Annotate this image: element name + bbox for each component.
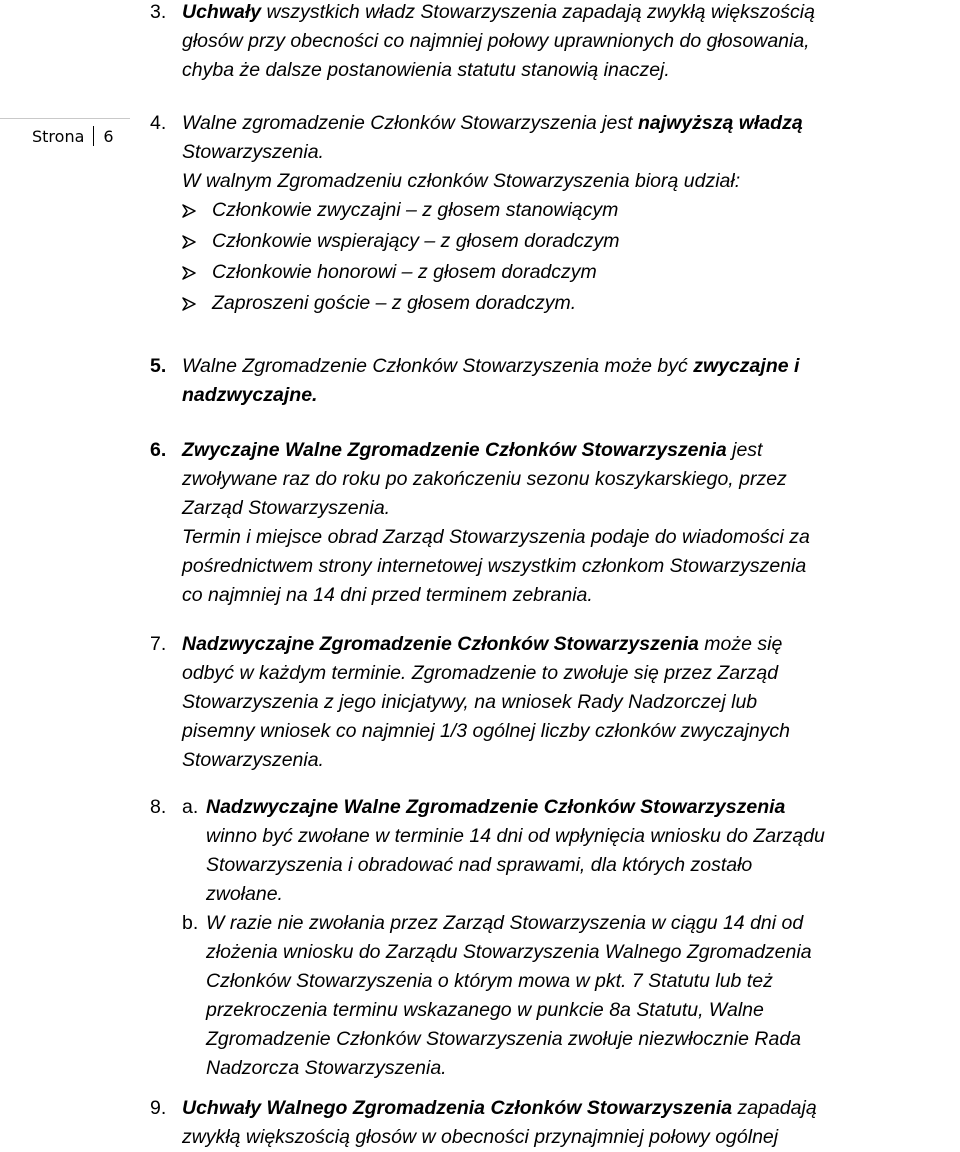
- list-item: Członkowie zwyczajni – z głosem stanowiącym: [182, 196, 960, 227]
- arrow-bullet-icon: [182, 235, 196, 249]
- arrow-bullet-icon: [182, 204, 196, 218]
- bold-phrase: Zwyczajne Walne Zgromadzenie Członków Stowarzyszenia: [182, 439, 727, 461]
- item-number: 5.: [150, 355, 167, 377]
- page-label-word: Strona: [32, 127, 85, 146]
- bold-phrase: Nadzwyczajne Walne Zgromadzenie Członków Stowarzyszenia: [206, 796, 786, 818]
- list-item: Zaproszeni goście – z głosem doradczym.: [182, 289, 960, 320]
- page-number-tab: [0, 118, 130, 153]
- list-item: Członkowie honorowi – z głosem doradczym: [182, 258, 960, 289]
- item-number: 7.: [150, 633, 167, 655]
- item-number: 9.: [150, 1097, 167, 1119]
- subparagraph-letter: b.: [182, 912, 199, 934]
- subparagraph-a: a. Nadzwyczajne Walne Zgromadzenie Członków Stowarzyszenia winno być zwołane w terminie 14 dni od wpłynięcia wniosku do Zarządu Stowarzyszenia i obradować nad sprawami, dla których zostało zwołane.: [206, 793, 960, 909]
- participants-list: [182, 196, 960, 320]
- list-item: Członkowie wspierający – z głosem doradczym: [182, 227, 960, 258]
- item-number: 4.: [150, 112, 167, 134]
- item-number: 8.: [150, 796, 167, 818]
- arrow-bullet-icon: [182, 266, 196, 280]
- bold-phrase: zwyczajne i: [693, 355, 800, 377]
- bold-phrase: Uchwały Walnego Zgromadzenia Członków Stowarzyszenia: [182, 1097, 733, 1119]
- item-number: 6.: [150, 439, 167, 461]
- item-number: 3.: [150, 1, 167, 23]
- page-label-number: 6: [103, 127, 114, 146]
- bold-phrase: najwyższą władzą: [637, 112, 803, 134]
- bold-phrase: Uchwały: [182, 1, 262, 23]
- subparagraph-letter: a.: [182, 796, 199, 818]
- page-label-separator: [93, 126, 94, 146]
- arrow-bullet-icon: [182, 297, 196, 311]
- bold-phrase: Nadzwyczajne Zgromadzenie Członków Stowarzyszenia: [182, 633, 699, 655]
- subparagraph-b: b. W razie nie zwołania przez Zarząd Stowarzyszenia w ciągu 14 dni od złożenia wniosku do Zarządu Stowarzyszenia Walnego Zgromadzenia Członków Stowarzyszenia o którym mowa w pkt. 7 Statutu lub też przekroczenia terminu wskazanego w punkcie 8a Statutu, Walne Zgromadzenie Członków Stowarzyszenia zwołuje niezwłocznie Rada Nadzorcza Stowarzyszenia.: [206, 909, 960, 1083]
